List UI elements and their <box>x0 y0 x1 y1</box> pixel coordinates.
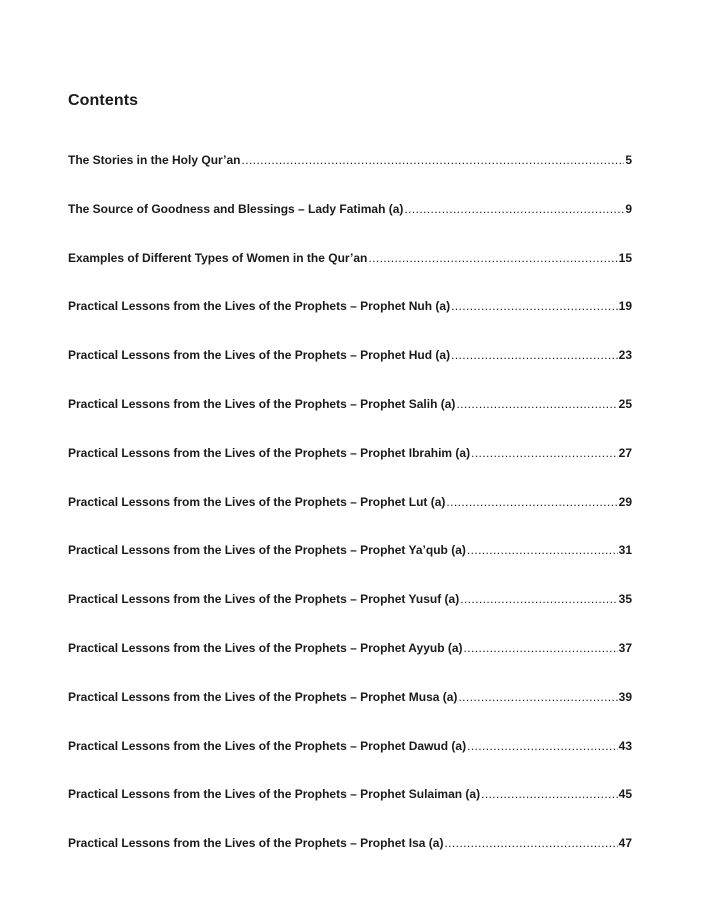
toc-entry-title: Examples of Different Types of Women in the Qur’an <box>68 250 368 265</box>
dot-leader <box>368 251 617 265</box>
dot-leader <box>446 495 617 509</box>
toc-entry-title: Practical Lessons from the Lives of the Prophets – Prophet Dawud (a) <box>68 738 467 753</box>
toc-entry-page-number: 39 <box>618 689 632 704</box>
toc-entry-page-number: 45 <box>618 787 632 802</box>
toc-entry[interactable] <box>68 641 632 690</box>
dot-leader <box>404 202 624 216</box>
toc-entry-title: Practical Lessons from the Lives of the Prophets – Prophet Ibrahim (a) <box>68 445 471 460</box>
toc-entry-title: Practical Lessons from the Lives of the Prophets – Prophet Ayyub (a) <box>68 640 463 655</box>
toc-entry-title: Practical Lessons from the Lives of the Prophets – Prophet Hud (a) <box>68 348 451 363</box>
dot-leader <box>458 690 617 704</box>
toc-entry-page-number: 29 <box>618 494 632 509</box>
toc-entry-title: Practical Lessons from the Lives of the Prophets – Prophet Yusuf (a) <box>68 592 460 607</box>
toc-entry[interactable] <box>68 495 632 544</box>
toc-entry[interactable] <box>68 202 632 251</box>
toc-entry-page-number: 43 <box>618 738 632 753</box>
toc-entry-page-number: 19 <box>618 299 632 314</box>
dot-leader <box>467 739 618 753</box>
dot-leader <box>456 397 617 411</box>
toc-entry-page-number: 23 <box>618 348 632 363</box>
toc-entry-title: Practical Lessons from the Lives of the Prophets – Prophet Musa (a) <box>68 689 458 704</box>
toc-entry-title: The Stories in the Holy Qur’an <box>68 153 241 167</box>
toc-entry-title: Practical Lessons from the Lives of the Prophets – Prophet Nuh (a) <box>68 299 451 314</box>
toc-entry-page-number: 35 <box>618 592 632 607</box>
toc-entry[interactable] <box>68 153 632 202</box>
toc-entry-title: Practical Lessons from the Lives of the Prophets – Prophet Lut (a) <box>68 494 446 509</box>
toc-entry-page-number: 25 <box>618 396 632 411</box>
dot-leader <box>460 592 617 606</box>
toc-entry-page-number: 31 <box>618 543 632 558</box>
toc-entry[interactable] <box>68 836 632 885</box>
dot-leader <box>241 153 624 167</box>
toc-entry[interactable] <box>68 348 632 397</box>
toc-entry-page-number: 27 <box>618 445 632 460</box>
toc-entry-page-number: 15 <box>618 250 632 265</box>
toc-entry[interactable] <box>68 299 632 348</box>
toc-entry[interactable] <box>68 592 632 641</box>
toc-entry[interactable] <box>68 543 632 592</box>
toc-entry[interactable] <box>68 397 632 446</box>
toc-entry[interactable] <box>68 446 632 495</box>
toc-entry-title: Practical Lessons from the Lives of the Prophets – Prophet Isa (a) <box>68 836 444 851</box>
toc-entry-page-number: 5 <box>625 153 632 167</box>
toc-entry-page-number: 37 <box>618 640 632 655</box>
toc-entry-title: Practical Lessons from the Lives of the Prophets – Prophet Salih (a) <box>68 396 456 411</box>
toc-entry-title: Practical Lessons from the Lives of the Prophets – Prophet Ya’qub (a) <box>68 543 466 558</box>
contents-heading: Contents <box>68 92 139 109</box>
toc-entry-page-number: 9 <box>625 201 632 216</box>
dot-leader <box>451 348 618 362</box>
dot-leader <box>464 641 618 655</box>
dot-leader <box>471 446 618 460</box>
toc-entry-title: The Source of Goodness and Blessings – Lady Fatimah (a) <box>68 201 404 216</box>
table-of-contents <box>68 153 632 885</box>
toc-entry[interactable] <box>68 251 632 300</box>
toc-entry[interactable] <box>68 787 632 836</box>
dot-leader <box>481 787 618 801</box>
toc-entry[interactable] <box>68 739 632 788</box>
toc-entry[interactable] <box>68 690 632 739</box>
dot-leader <box>467 543 618 557</box>
dot-leader <box>451 299 618 313</box>
toc-entry-page-number: 47 <box>618 836 632 851</box>
toc-entry-title: Practical Lessons from the Lives of the Prophets – Prophet Sulaiman (a) <box>68 787 481 802</box>
dot-leader <box>444 836 617 850</box>
